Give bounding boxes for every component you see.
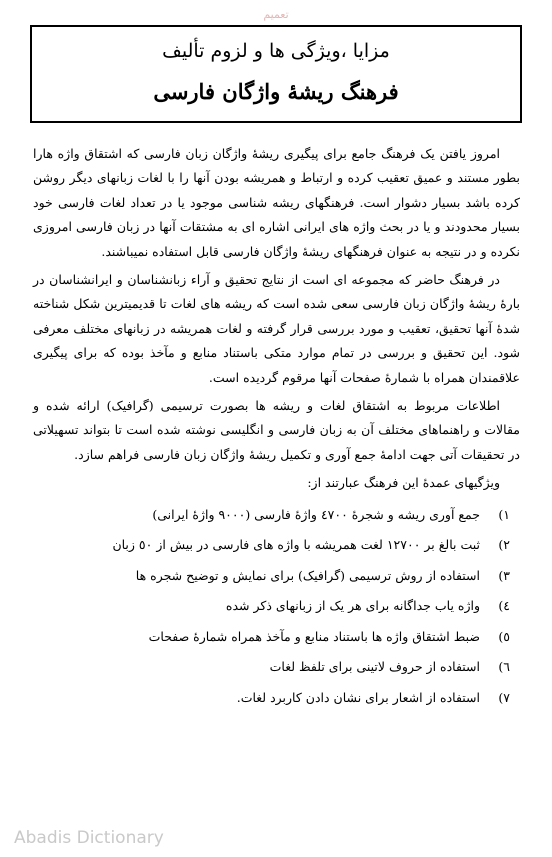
list-item (33, 500, 510, 531)
list-item-text: ثبت بالغ بر ١٢٧٠٠ لغت همریشه با واژه های فارسی در بیش از ٥٠ زبان (112, 537, 480, 553)
watermark-top: تعمیم (263, 8, 289, 21)
list-item-number: ٧) (498, 689, 510, 705)
list-item-text: استفاده از حروف لاتینی برای تلفظ لغات (269, 659, 480, 675)
features-list (33, 500, 520, 714)
list-item-number: ۱) (498, 506, 510, 522)
list-item-text: استفاده از اشعار برای نشان دادن کاربرد لغات. (236, 689, 480, 705)
list-item-number: ۲) (498, 537, 510, 553)
list-item-number: ٦) (498, 659, 510, 675)
watermark-bottom: Abadis Dictionary (14, 828, 164, 848)
list-item-number: ۳) (498, 567, 510, 583)
list-item-number: ٥) (498, 628, 510, 644)
list-item-text: ضبط اشتقاق واژه ها باستناد منابع و مآخذ همراه شمارهٔ صفحات (148, 628, 480, 644)
list-item (33, 683, 510, 714)
list-item-number: ٤) (498, 598, 510, 614)
list-item (33, 591, 510, 622)
list-item-text: واژه یاب جداگانه برای هر یک از زبانهای ذکر شده (225, 598, 480, 614)
list-item (33, 622, 510, 653)
page-title: مزایا ،ویژگی ها و لزوم تألیف (162, 40, 390, 62)
list-item (33, 652, 510, 683)
title-box (30, 25, 522, 123)
list-item-text: استفاده از روش ترسیمی (گرافیک) برای نمایش و توضیح شجره ها (135, 567, 480, 583)
list-item (33, 561, 510, 592)
list-item (33, 530, 510, 561)
page-subtitle: فرهنگ ریشهٔ واژگان فارسی (153, 79, 399, 104)
paragraph-1: امروز یافتن یک فرهنگ جامع برای پیگیری ریشهٔ واژگان زبان فارسی که اشتقاق واژه هارا بطور مستند و عمیق تعقیب کرده و ارتباط و همریشه بودن آنها را با لغات زبانهای دیگر روشن کرده باشد بسیار دشوار است. فرهنگهای ریشه شناسی موجود یا در تعداد لغات فارسی خود بسیار محدودند و یا در بحث واژه های ایرانی اشاره ای به مشتقات آنها در زبان فارسی امروزی نکرده و در نتیجه به عنوان فرهنگهای ریشهٔ واژگان فارسی قابل استفاده نمیباشند. (33, 146, 520, 259)
features-intro: ویژگیهای عمدهٔ این فرهنگ عبارتند از: (307, 475, 500, 491)
list-item-text: جمع آوری ریشه و شجرهٔ ٤٧٠٠ واژهٔ فارسی (٩٠٠٠ واژهٔ ایرانی) (152, 506, 480, 522)
paragraph-2: در فرهنگ حاضر که مجموعه ای است از نتایج تحقیق و آراء زبانشناسان و ایرانشناسان در بارهٔ ریشهٔ واژگان زبان فارسی سعی شده است که ریشه های لغات تا قدیمیترین شکل شناخته شدهٔ آنها تحقیق، تعقیب و مورد بررسی قرار گرفته و لغات همریشه در زبانهای مختلف معرفی شود. این تحقیق و بررسی در تمام موارد متکی باستناد منابع و مآخذ بوده که برای پیگیری علاقمندان همراه با شمارهٔ صفحات آنها مرقوم گردیده است. (33, 272, 520, 385)
paragraph-3: اطلاعات مربوط به اشتقاق لغات و ریشه ها بصورت ترسیمی (گرافیک) ارائه شده و مقالات و راهنماهای مختلف آن به زبان فارسی و انگلیسی نوشته شده است تا بتواند تسهیلاتی در تحقیقات آتی جهت ادامهٔ جمع آوری و تکمیل ریشهٔ واژگان زبان فارسی فراهم سازد. (33, 398, 520, 462)
document-body (33, 142, 520, 713)
